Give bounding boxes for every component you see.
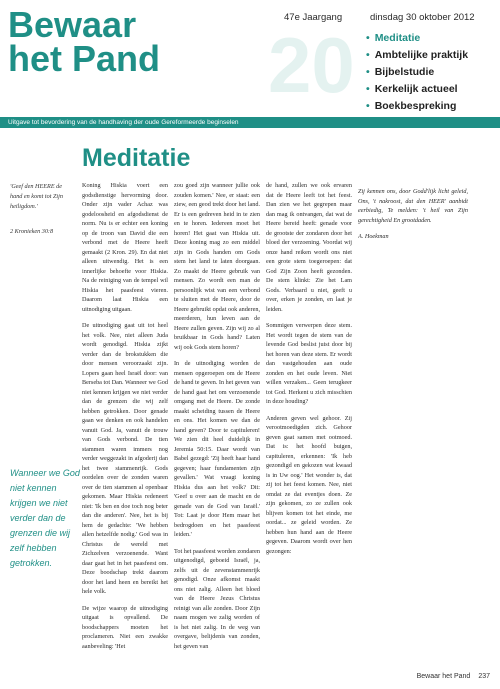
title-line-1: Bewaar <box>8 4 137 45</box>
page-footer <box>372 673 490 680</box>
page-number: 237 <box>478 673 490 680</box>
paragraph: Koning Hiskia voert een godsdienstige hervorming door. Onder zijn vader Achaz was godeloosheid en afgodsdienst de norm. Nu is er echter een koning op de troon van David die een verbond met de Heere heeft gemaakt (2 Kron. 29). En dat niet alleen uitwendig. Het is een innerlijke behoefte voor Hiskia. Na de reiniging van de tempel wil Hiskia het paasfeest vieren. Daarom laat Hiskia een uitnodiging uitgaan. <box>82 182 168 313</box>
paragraph: Tot het paasfeest worden zondaren uitgenodigd, geboeid Israël, ja, zelfs uit de zevenstammenrijk genodigd. Onze afkomst maakt ons niet zalig. Alleen het bloed van de Heere Jezus Christus reinigt van alle zonden. Door Zijn naam mogen we zalig worden of is het niet zalig. In de weg van overgave, belijdenis van zonden, het geven van <box>174 547 260 650</box>
masthead <box>0 0 500 118</box>
paragraph: de hand, zullen we ook ervaren dat de Heere leeft tot het feest. Dan zien we het gegrepen maar dan mag ik ontvangen, dat wat de Heere bereid heeft: genade voor de grootste der zondaren door het bloed der verzoening. Voordat wij onze hand reiken wordt ons niet een grote stem toegeroepen: dat God Zijn Zoon heeft gezonden. De stem klinkt: Zie het Lam Gods. Verbaard u niet, geeft u over, erken je zonden, en laat je leiden. <box>266 182 352 313</box>
article-heading: Meditatie <box>82 144 191 172</box>
article-column-3 <box>266 181 352 661</box>
section-item-boekbespreking: • Boekbespreking <box>366 100 457 112</box>
paragraph: Sommigen verwerpen deze stem. Het wordt tegen de stem van de levende God beslist juist door bij het horen van deze stem. Er wordt dan vastgehouden aan oude zonden en het oude leven. Niet willen verzaken... Geen terugkeer tot God. Herkent u zich misschien in deze houding? <box>266 322 352 405</box>
section-item-bijbelstudie: • Bijbelstudie <box>366 66 435 78</box>
article-column-1 <box>82 181 168 661</box>
subtitle-band: Uitgave tot bevordering van de handhaving der oude Gereformeerde beginselen <box>0 117 500 128</box>
section-item-ambtelijke-praktijk: • Ambtelijke praktijk <box>366 49 469 61</box>
section-item-kerkelijk-actueel: • Kerkelijk actueel <box>366 83 458 95</box>
pull-quote: Wanneer we God niet kennen krijgen we niet verder dan de grenzen die wij zelf hebben getrokken. <box>10 468 80 568</box>
date-label: dinsdag 30 oktober 2012 <box>370 12 475 23</box>
year-label: 47e Jaargang <box>284 12 343 23</box>
article-column-4 <box>358 181 468 641</box>
paragraph: De uitnodiging gaat uit tot heel het volk. Nee, niet alleen Juda wordt genodigd. Hiskia zijkt verder dan de brokstukken die door mensen veroorzaakt zijn. Lopers gaan heel Israël door: van Berseba tot Dan. Wanneer we God niet kennen krijgen we niet verder dan de grenzen die wij zelf hebben getrokken. Door genade gaan we denken en ook handelen vanuit God. Ja, vanuit de trouw van Gods verbond. De tien stammen waren immers nog verder weggezakt in afgoderij dan het twee stammenrijk. Gods oordelen over de zonden waren over de tien stammen al openbaar gekomen. Maar Hiskia redeneert niet: 'Ik ben en doe toch nog beter dan die anderen'. Nee, het is bij hem de gedachte: 'We hebben allen hetzelfde nodig.' God was in Christus de wereld met Zichzelven verzoenende. Want daar gaat het in het paasfeest om. Deze boodschap trekt daarom door het land heen en bereikt het hele volk. <box>82 322 168 595</box>
footer-magazine-name: Bewaar het Pand <box>416 673 471 680</box>
section-item-meditatie: • Meditatie <box>366 32 421 44</box>
paragraph: De wijze waarop de uitnodiging uitgaat is opvallend. De boodschappers moeten het proclameren. Niet een zwakke aanbeveling: 'Het <box>82 604 168 650</box>
bullet-icon: • <box>366 49 370 61</box>
side-reference: 2 Kronieken 30:8 <box>10 228 54 235</box>
section-list <box>366 30 468 115</box>
paragraph: zou goed zijn wanneer jullie ook zouden komen.' Nee, er staat: een ziew, een geod trekt door het land. Er is een gedreven heid in te zien en te horen. Iedereen moet het horen! Het gaat van Hiskia uit. Deze koning mag zo een middel zijn in Gods handen om Gods stem het land te laten doorgaan. Zo maakt de Heere gebruik van mensen. Zo wordt een man de persoonlijk wist van een verbond te sluiten met de Heere, door de Heere gebruikt opdat ook anderen, meerderen, hun leven aan de Heere zullen geven. Zijn wij zo al bruikbaar in Gods hand? Laten wij ook Gods stem horen? <box>174 182 260 351</box>
paragraph: Anderen geven wel gehoor. Zij verootmoedigden zich. Gehoor geven gaat samen met ootmoed. Dat is: het hoofd buigen, capituleren, erkennen: 'Ik heb gezondigd en gekozen wat kwaad is in Uw oog.' Het wonder is, dat zij tot het feest komen. Nee, niet omdat ze dat eventjes doen. Ze zijn gekomen, zo ze zullen ook blijven komen tot het einde, me oordat... ze geleid worden. Ze hebben hun hand aan de Heere gegeven. Daarom wordt over hen gezongen: <box>266 414 352 555</box>
bullet-icon: • <box>366 83 370 95</box>
magazine-title <box>8 4 161 79</box>
paragraph: In de uitnodiging worden de mensen opgeroepen om de Heere de hand te geven. In het geven van de hand gaat het om verzoenende omgang met de Heere. De zonde maakt scheiding tussen de Heere en ons. Het komen we dan de hand geven? Door te capituleren! We zien dit heel duidelijk in Jeremia 50:15. Daar wordt van Babel gezegd: 'Zij heeft haar hand gegeven; haar fundamenten zijn gevallen.' Wat vraagt koning Hiskia dus aan het volk? Dit: 'Geef u over aan de macht en de genade van de God van Israël.' Tot: Laat je door Hem maar het bedrogdoen en het paasfeest leiden.' <box>174 360 260 538</box>
title-line-2: het Pand <box>8 38 161 79</box>
author-signature: A. Hoekman <box>358 233 389 240</box>
volume-number: 20 <box>268 21 355 109</box>
side-quote: 'Geef den HEERE de hand en komt tot Zijn heiligdom.' <box>10 183 63 210</box>
psalm-quote: Zij kennen ons, door Godd'lijk licht geleid, Ons, 't nakroost, dat den HEER' aanbidt eerbiedig, Te melden: 't heil van Zijn gerechtigheid En grootdaden. <box>358 188 468 224</box>
bullet-icon: • <box>366 32 370 44</box>
bullet-icon: • <box>366 100 370 112</box>
article-column-2 <box>174 181 260 661</box>
bullet-icon: • <box>366 66 370 78</box>
